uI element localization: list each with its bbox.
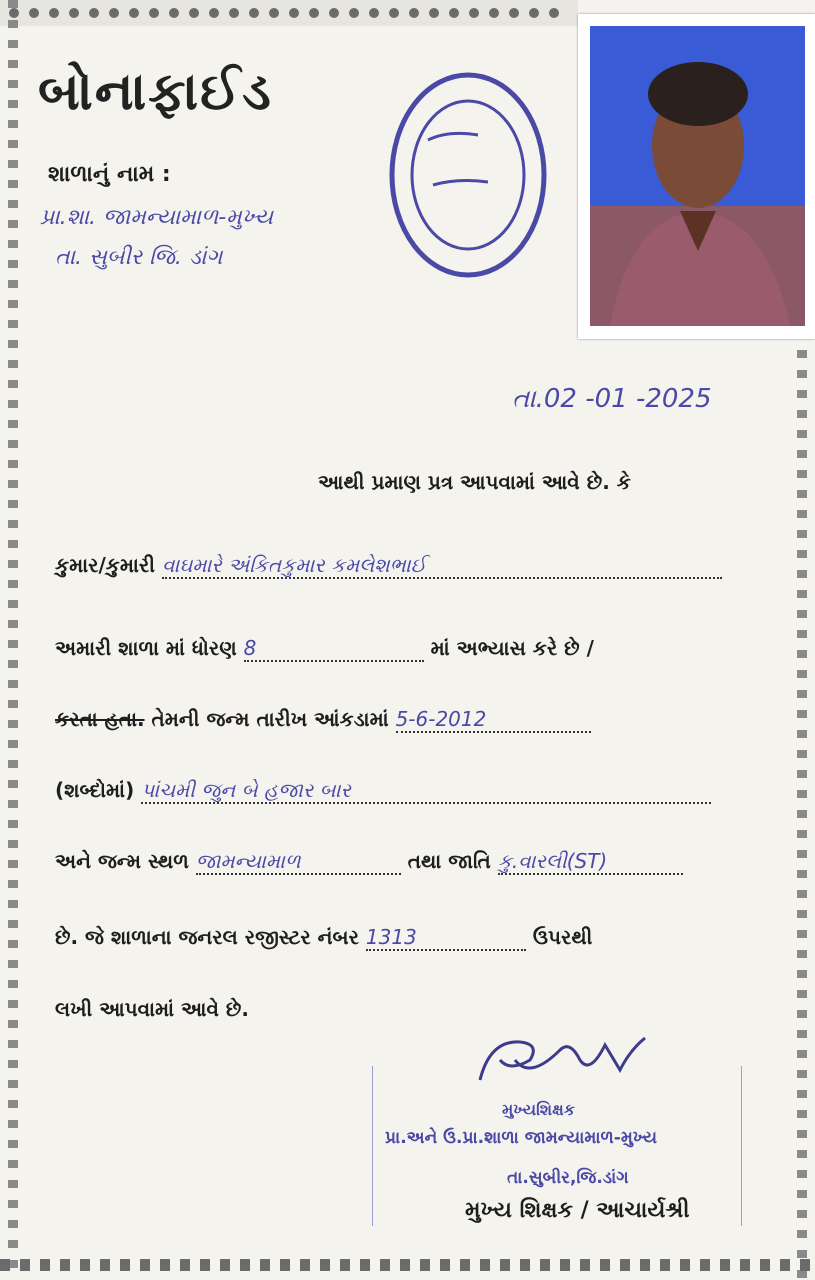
register-suffix: ઉપરથી (532, 925, 593, 949)
issue-date: તા.02 -01 -2025 (512, 384, 712, 414)
caste-label: તથા જાતિ (407, 849, 491, 873)
register-number-field: 1313 (366, 925, 526, 951)
standard-label: અમારી શાળા માં ધોરણ (55, 636, 237, 660)
stamp-school-name: પ્રા.અને ઉ.પ્રા.શાળા જામન્યામાળ-મુખ્ય (385, 1128, 658, 1148)
student-photo (578, 14, 815, 339)
school-seal-stamp (388, 70, 548, 280)
head-teacher-stamp-label: મુખ્યશિક્ષક (502, 1100, 575, 1119)
certificate-intro: આથી પ્રમાણ પ્રત્ર આપવામાં આવે છે. કે (318, 470, 631, 494)
decorative-border-left (0, 0, 26, 1280)
school-name-label: શાળાનું નામ : (48, 162, 171, 187)
standard-row (55, 636, 594, 662)
dob-words-field: પાંચમી જુન બે હજાર બાર (141, 778, 711, 804)
closing-text: લખી આપવામાં આવે છે. (55, 997, 249, 1021)
birthplace-label: અને જન્મ સ્થળ (55, 849, 189, 873)
decorative-border-bottom (0, 1250, 815, 1280)
school-name-handwritten: પ્રા.શા. જામન્યામાળ-મુખ્ય (40, 205, 274, 230)
signatory-title: મુખ્ય શિક્ષક / આચાર્યશ્રી (465, 1198, 690, 1223)
student-name-field: વાઘમારે અંકિતકુમાર કમલેશભાઈ (162, 553, 722, 579)
birthplace-row (55, 849, 683, 875)
dob-row (55, 707, 591, 733)
standard-field: 8 (244, 636, 424, 662)
student-row (55, 553, 722, 579)
studying-text: માં અભ્યાસ કરે છે / (430, 636, 594, 660)
certificate-title: બોનાફાઈડ (38, 62, 273, 122)
student-label: કુમાર/કુમારી (55, 553, 155, 577)
stamp-location: તા.સુબીર,જિ.ડાંગ (507, 1168, 629, 1188)
dob-digits-field: 5-6-2012 (396, 707, 591, 733)
birthplace-field: જામન્યામાળ (196, 849, 401, 875)
dob-label: તેમની જન્મ તારીખ આંકડામાં (151, 707, 389, 731)
school-location-handwritten: તા. સુબીર જિ. ડાંગ (55, 245, 223, 270)
register-row (55, 925, 592, 951)
register-label: છે. જે શાળાના જનરલ રજીસ્ટર નંબર (55, 925, 359, 949)
struck-text: કરતા હતા. (55, 707, 145, 731)
dob-words-row (55, 778, 711, 804)
dob-words-label: (શબ્દોમાં) (55, 778, 135, 802)
caste-field: કુ.વારલી(ST) (498, 849, 683, 875)
head-teacher-signature (470, 1030, 650, 1090)
decorative-border-right (789, 330, 815, 1280)
